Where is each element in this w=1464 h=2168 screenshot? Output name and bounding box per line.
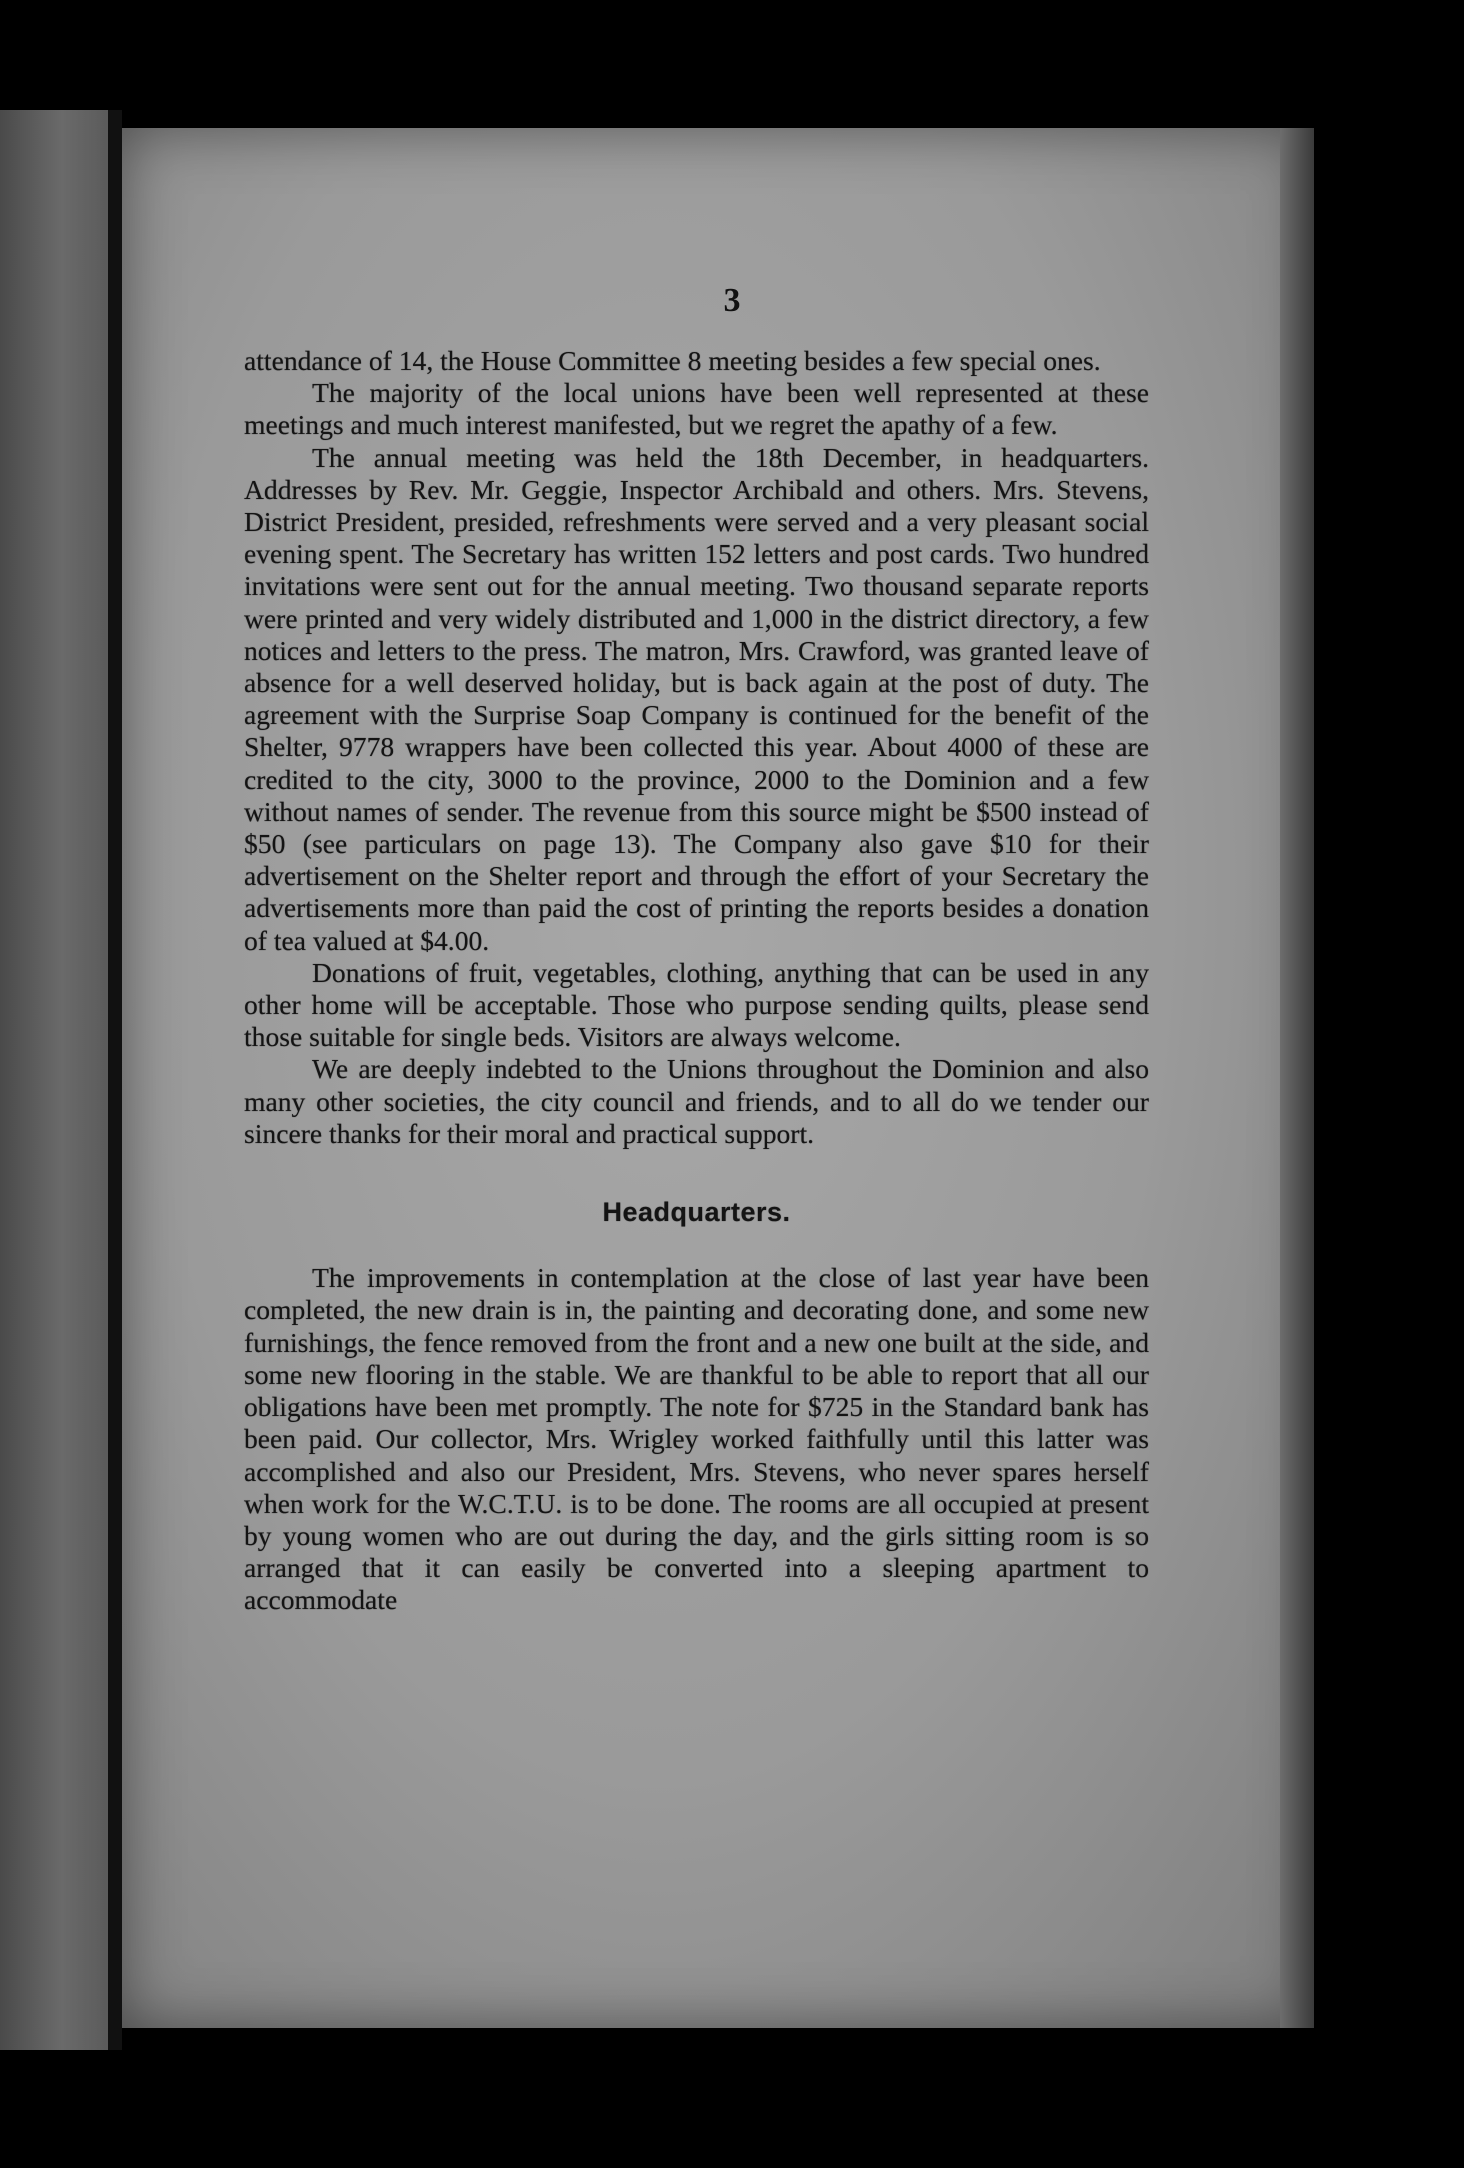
- paragraph-annual-meeting: The annual meeting was held the 18th December, in headquarters. Addresses by Rev. Mr. Geggie, Inspector Archibald and others. Mrs. Stevens, District President, presided, refreshments were served and a very pleasant social evening spent. The Secretary has written 152 letters and post cards. Two hundred invitations were sent out for the annual meeting. Two thousand separate reports were printed and very widely distributed and 1,000 in the district directory, a few notices and letters to the press. The matron, Mrs. Crawford, was granted leave of absence for a well deserved holiday, but is back again at the post of duty. The agreement with the Surprise Soap Company is continued for the benefit of the Shelter, 9778 wrappers have been collected this year. About 4000 of these are credited to the city, 3000 to the province, 2000 to the Dominion and a few without names of sender. The revenue from this source might be $500 instead of $50 (see particulars on page 13). The Company also gave $10 for their advertisement on the Shelter report and through the effort of your Secretary the advertisements more than paid the cost of printing the reports besides a donation of tea valued at $4.00.: [244, 441, 1149, 956]
- page-body: [244, 345, 1149, 1617]
- paragraph-improvements: The improvements in contemplation at the close of last year have been completed, the new drain is in, the painting and decorating done, and some new furnishings, the fence removed from the front and a new one built at the side, and some new flooring in the stable. We are thankful to be able to report that all our obligations have been met promptly. The note for $725 in the Standard bank has been paid. Our collector, Mrs. Wrigley worked faithfully until this latter was accomplished and also our President, Mrs. Stevens, who never spares herself when work for the W.C.T.U. is to be done. The rooms are all occupied at present by young women who are out during the day, and the girls sitting room is so arranged that it can easily be converted into a sleeping apartment to accommodate: [244, 1262, 1149, 1616]
- page-number: 3: [723, 282, 741, 319]
- paragraph-local-unions: The majority of the local unions have been well represented at these meetings and much interest manifested, but we regret the apathy of a few.: [244, 377, 1149, 441]
- page-right-edge: [1280, 128, 1314, 2028]
- paragraph-donations: Donations of fruit, vegetables, clothing, anything that can be used in any other home will be acceptable. Those who purpose sending quilts, please send those suitable for single beds. Visitors are always welcome.: [244, 956, 1149, 1053]
- previous-page-edge: [0, 110, 112, 2050]
- page-spine: [108, 110, 122, 2050]
- section-heading-headquarters: Headquarters.: [602, 1197, 791, 1228]
- paragraph-thanks: We are deeply indebted to the Unions throughout the Dominion and also many other societies, the city council and friends, and to all do we tender our sincere thanks for their moral and practical support.: [244, 1053, 1149, 1149]
- paragraph-continuation: attendance of 14, the House Committee 8 meeting besides a few special ones.: [244, 345, 1101, 376]
